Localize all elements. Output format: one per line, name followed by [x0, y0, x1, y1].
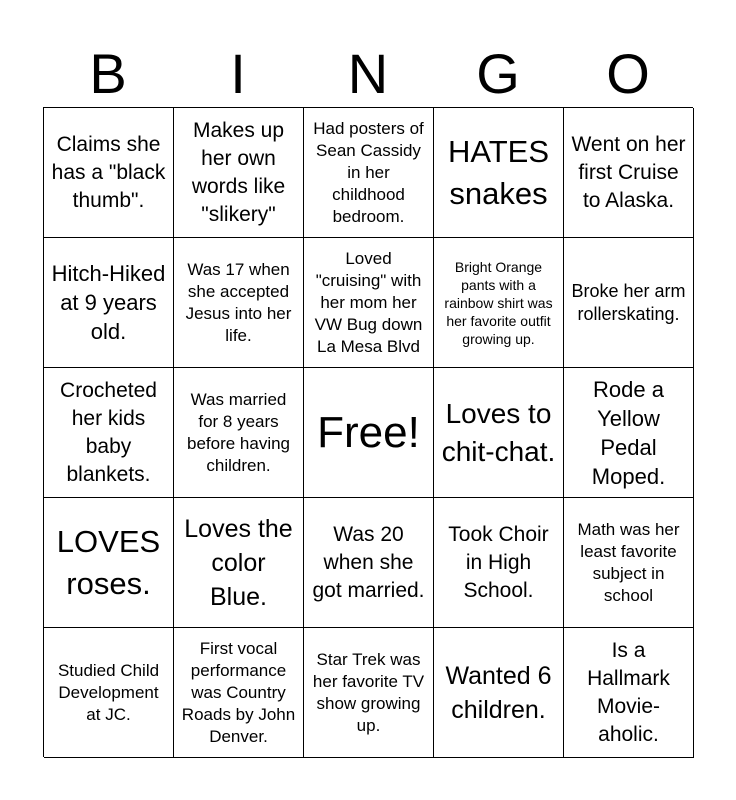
bingo-cell[interactable] [564, 108, 694, 238]
bingo-cell[interactable] [304, 498, 434, 628]
bingo-cell[interactable] [564, 628, 694, 758]
cell-text: Wanted 6 children. [445, 661, 552, 724]
cell-text: Went on her first Cruise to Alaska. [571, 132, 686, 212]
bingo-cell[interactable] [434, 498, 564, 628]
bingo-cell[interactable] [44, 368, 174, 498]
cell-text: Math was her least favorite subject in school [577, 519, 680, 605]
bingo-cell[interactable] [174, 628, 304, 758]
cell-text: Had posters of Sean Cassidy in her childhood bedroom. [313, 118, 424, 226]
cell-text: Rode a Yellow Pedal Moped. [591, 376, 666, 489]
header-letter-b: B [89, 42, 127, 105]
cell-text: Loves the color Blue. [184, 514, 293, 611]
cell-text: First vocal performance was Country Roads by John Denver. [181, 638, 296, 746]
bingo-cell[interactable] [564, 368, 694, 498]
bingo-cell[interactable] [44, 498, 174, 628]
cell-text: Makes up her own words like "slikery" [191, 118, 286, 226]
cell-text: Loved "cruising" with her mom her VW Bug down La Mesa Blvd [314, 248, 423, 356]
cell-text: HATES snakes [447, 133, 550, 211]
bingo-cell[interactable] [564, 238, 694, 368]
cell-text: Broke her arm rollerskating. [571, 280, 686, 324]
cell-text: Took Choir in High School. [448, 522, 549, 602]
cell-text: Star Trek was her favorite TV show growing up. [312, 649, 425, 735]
cell-text: Studied Child Development at JC. [57, 660, 160, 724]
bingo-cell[interactable] [44, 628, 174, 758]
bingo-cell[interactable] [304, 238, 434, 368]
cell-text: Loves to chit-chat. [441, 397, 556, 467]
cell-text: Crocheted her kids baby blankets. [60, 378, 157, 486]
cell-text: Bright Orange pants with a rainbow shirt was her favorite outfit growing up. [444, 258, 553, 347]
header-letter-g: G [476, 42, 520, 105]
header-letter-i: I [230, 42, 246, 105]
free-space[interactable] [304, 368, 434, 498]
bingo-grid [43, 107, 693, 757]
cell-text: Free! [317, 407, 420, 457]
bingo-cell[interactable] [174, 498, 304, 628]
bingo-header [43, 40, 693, 108]
cell-text: Is a Hallmark Movie-aholic. [587, 638, 670, 746]
header-letter-o: O [606, 42, 650, 105]
bingo-cell[interactable] [44, 108, 174, 238]
bingo-cell[interactable] [174, 108, 304, 238]
bingo-cell[interactable] [434, 108, 564, 238]
bingo-cell[interactable] [44, 238, 174, 368]
bingo-cell[interactable] [434, 368, 564, 498]
bingo-cell[interactable] [564, 498, 694, 628]
cell-text: Was married for 8 years before having children. [186, 389, 291, 475]
cell-text: Was 17 when she accepted Jesus into her life. [185, 259, 292, 345]
bingo-cell[interactable] [304, 628, 434, 758]
cell-text: Was 20 when she got married. [312, 522, 425, 602]
bingo-cell[interactable] [174, 368, 304, 498]
cell-text: LOVES roses. [56, 523, 161, 601]
cell-text: Claims she has a "black thumb". [51, 132, 166, 212]
header-letter-n: N [347, 42, 389, 105]
bingo-cell[interactable] [434, 238, 564, 368]
cell-text: Hitch-Hiked at 9 years old. [51, 261, 166, 344]
bingo-cell[interactable] [174, 238, 304, 368]
bingo-cell[interactable] [434, 628, 564, 758]
bingo-cell[interactable] [304, 108, 434, 238]
